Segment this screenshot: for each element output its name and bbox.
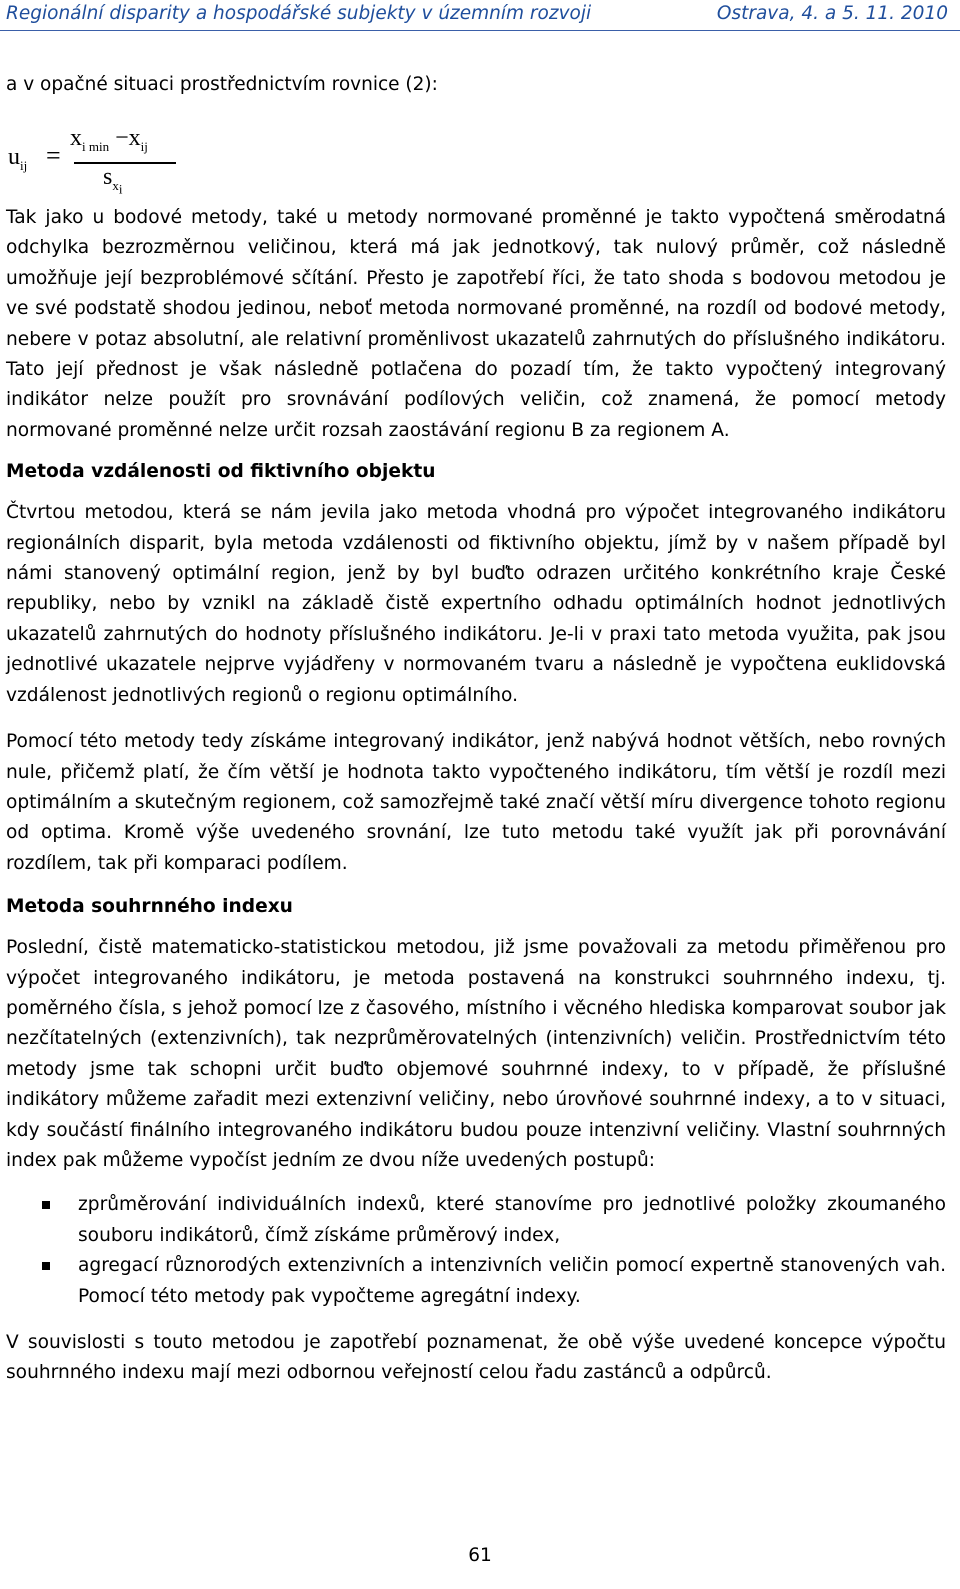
- running-header: [0, 0, 960, 31]
- header-date: Ostrava, 4. a 5. 11. 2010: [716, 3, 948, 24]
- section-heading: Metoda vzdálenosti od fiktivního objektu: [6, 461, 436, 483]
- header-title: Regionální disparity a hospodářské subjekty v územním rozvoji: [6, 3, 592, 24]
- fraction-bar: [74, 162, 176, 164]
- intro-line: a v opačné situaci prostřednictvím rovnice (2):: [6, 74, 438, 95]
- paragraph: V souvislosti s touto metodou je zapotřebí poznamenat, že obě výše uvedené koncepce výpočtu souhrnného indexu mají mezi odbornou veřejností celou řadu zastánců a odpůrců.: [6, 1332, 946, 1384]
- body-text: [6, 203, 946, 1389]
- list-item: agregací různorodých extenzivních a intenzivních veličin pomocí expertně stanovených vah. Pomocí této metody pak vypočteme agregátní indexy.: [6, 1251, 946, 1312]
- page-number: 61: [468, 1545, 492, 1566]
- equation: [8, 125, 208, 200]
- paragraph: Pomocí této metody tedy získáme integrovaný indikátor, jenž nabývá hodnot větších, nebo rovných nule, přičemž platí, že čím větší je hodnota takto vypočteného indikátoru, tím větší je rozdíl mezi optimálním a skutečným regionem, což samozřejmě také značí větší míru divergence tohoto regionu od optima. Kromě výše uvedeného srovnání, lze tuto metodu také využít jak při porovnávání rozdílem, tak při komparaci podílem.: [6, 731, 946, 874]
- paragraph: Poslední, čistě matematicko-statistickou metodou, již jsme považovali za metodu přiměřenou pro výpočet integrovaného indikátoru, je metoda postavená na konstrukci souhrnného indexu, tj. poměrného čísla, s jehož pomocí lze z časového, místního i věcného hlediska komparovat soubor jak nezčítatelných (extenzivních), tak nezprůměrovatelných (intenzivních) veličin. Prostřednictvím této metody jsme tak schopni určit buďto objemové souhrnné indexy, to v případě, že příslušné indikátory můžeme zařadit mezi extenzivní veličiny, nebo úrovňové souhrnné indexy, a to v situaci, kdy součástí finálního integrovaného indikátoru budou pouze intenzivní veličiny. Vlastní souhrnných index pak můžeme vypočíst jedním ze dvou níže uvedených postupů:: [6, 937, 946, 1171]
- list-item: zprůměrování individuálních indexů, které stanovíme pro jednotlivé položky zkoumaného souboru indikátorů, čímž získáme průměrový index,: [6, 1190, 946, 1251]
- equation-numerator: $x_{i min} -x_{ij}$: [70, 125, 148, 154]
- bullet-square-icon: [42, 1201, 50, 1209]
- bullet-list: [6, 1190, 946, 1312]
- section-heading: Metoda souhrnného indexu: [6, 896, 293, 918]
- equation-denominator: $s_{x_i}$: [103, 164, 123, 197]
- equals-sign: =: [46, 141, 61, 170]
- equation-lhs: $u_{ij}$: [8, 144, 28, 173]
- paragraph: Tak jako u bodové metody, také u metody normované proměnné je takto vypočtená směrodatná odchylka bezrozměrnou veličinou, která má jak jednotkový, tak nulový průměr, což následně umožňuje její bezproblémové sčítání. Přesto je zapotřebí říci, že tato shoda s bodovou metodou je ve své podstatě shodou jedinou, neboť metoda normované proměnné, na rozdíl od bodové metody, nebere v potaz absolutní, ale relativní proměnlivost ukazatelů zahrnutých do příslušného indikátoru. Tato její přednost je však následně potlačena do pozadí tím, že takto vypočtený integrovaný indikátor nelze použít pro srovnávání podílových veličin, což znamená, že pomocí metody normované proměnné nelze určit rozsah zaostávání regionu B za regionem A.: [6, 207, 946, 441]
- bullet-square-icon: [42, 1262, 50, 1270]
- paragraph: Čtvrtou metodou, která se nám jevila jako metoda vhodná pro výpočet integrovaného indikátoru regionálních disparit, byla metoda vzdálenosti od fiktivního objektu, jímž by v našem případě byl námi stanovený optimální region, jenž by byl buďto odrazen určitého konkrétního kraje České republiky, nebo by vznikl na základě čistě expertního odhadu optimálních hodnot jednotlivých ukazatelů zahrnutých do hodnoty příslušného indikátoru. Je-li v praxi tato metoda využita, pak jsou jednotlivé ukazatele nejprve vyjádřeny v normovaném tvaru a následně je vypočtena euklidovská vzdálenost jednotlivých regionů o regionu optimálního.: [6, 502, 946, 706]
